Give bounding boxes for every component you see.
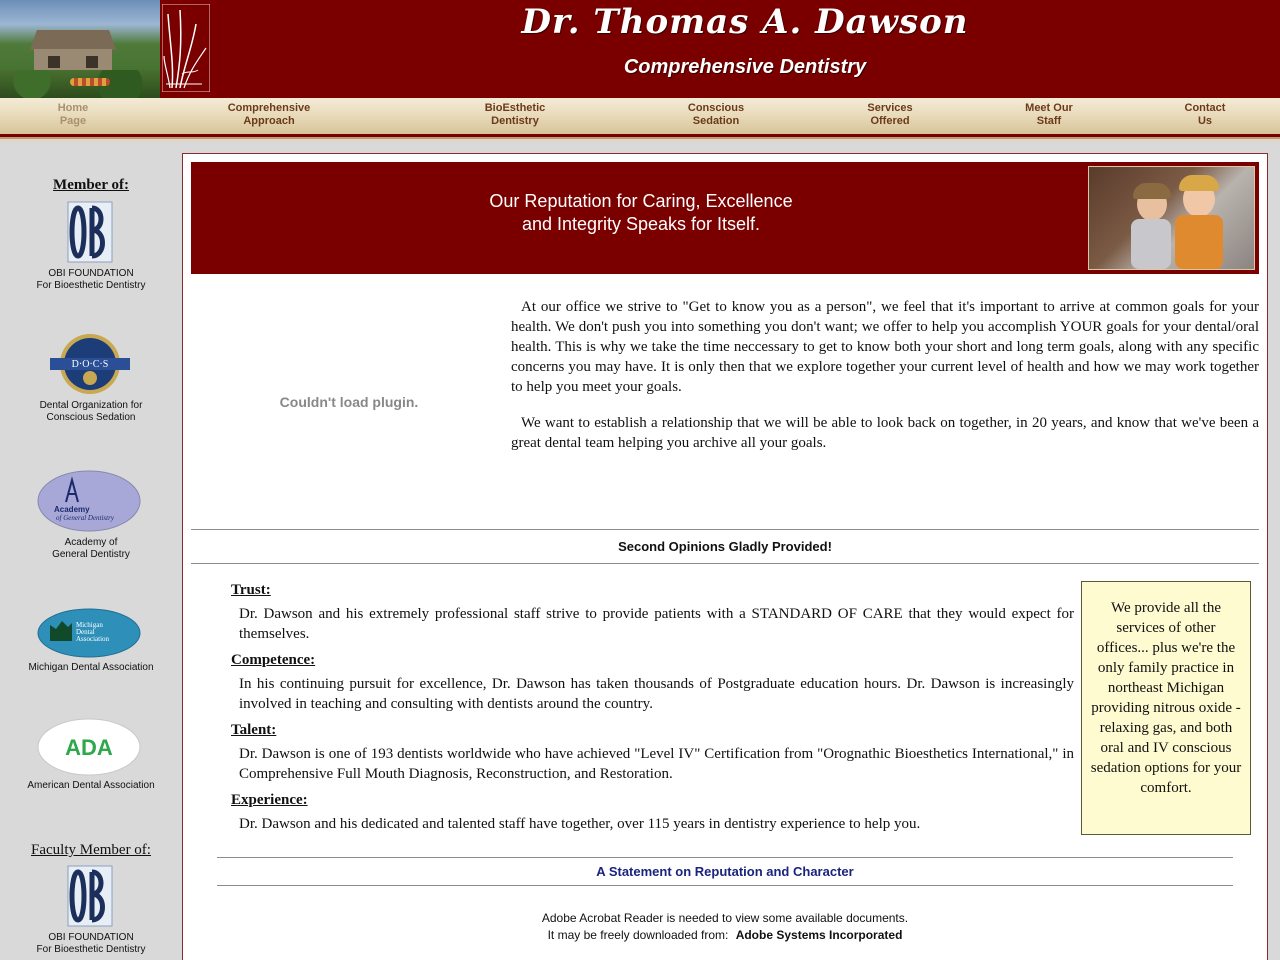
nav-label-line1: Services (867, 102, 913, 114)
obi-caption-1: OBI FOUNDATION (48, 268, 134, 279)
mda-logo-line3: Association (76, 635, 110, 643)
value-desc-talent: Dr. Dawson is one of 193 dentists worldwide who have achieved "Level IV" Certification from "Orognathic Bioesthetics International," in Comprehensive Full Mouth Diagnosis, Reconstruction, and Restoration. (239, 746, 1074, 782)
value-desc-experience: Dr. Dawson and his dedicated and talented staff have together, over 115 years in dentistry experience to help you. (239, 816, 921, 832)
ada-logo-text: ADA (65, 735, 113, 760)
docs-logo-text: D·O·C·S (71, 359, 109, 370)
mda-caption: Michigan Dental Association (28, 662, 154, 673)
faculty-member-heading: Faculty Member of: (31, 842, 151, 858)
banner-line2: and Integrity Speaks for Itself. (521, 214, 761, 234)
agd-caption-2: General Dentistry (52, 549, 130, 560)
nav-conscious-sedation[interactable] (651, 102, 781, 128)
sidebar (0, 142, 182, 960)
nav-bioesthetic-dentistry[interactable] (450, 102, 580, 128)
acrobat-download-prefix: It may be freely downloaded from: (547, 928, 729, 942)
acrobat-download-line (217, 928, 1233, 942)
office-building-photo (0, 0, 160, 98)
divider (191, 563, 1259, 564)
nav-label-line2: Approach (243, 115, 295, 127)
nav-label-line1: Comprehensive (227, 102, 311, 114)
nav-label-line2: Page (59, 115, 87, 127)
value-desc-trust: Dr. Dawson and his extremely professional staff strive to provide patients with a STANDARD OF CARE that they would expect for themselves. (239, 606, 1074, 642)
nav-comprehensive-approach[interactable] (204, 102, 334, 128)
ada-logo[interactable] (36, 717, 142, 777)
nav-label-line2: Us (1197, 115, 1213, 127)
agd-caption-1: Academy of (64, 537, 118, 548)
value-term-talent: Talent: (231, 722, 277, 738)
value-term-competence: Competence: (231, 652, 316, 668)
value-term-experience: Experience: (231, 792, 308, 808)
docs-caption-2: Conscious Sedation (46, 412, 136, 423)
divider (217, 885, 1233, 886)
mda-logo-line1: Michigan (76, 621, 103, 629)
value-term-trust: Trust: (231, 582, 271, 598)
mda-logo[interactable] (36, 607, 142, 659)
nav-label-line1: Contact (1184, 102, 1226, 114)
nav-divider (0, 134, 1280, 142)
banner-line1: Our Reputation for Caring, Excellence (489, 191, 793, 211)
divider (217, 857, 1233, 858)
nav-contact-us[interactable] (1140, 102, 1270, 128)
nav-label-line1: Home (57, 102, 89, 114)
obi2-caption-2: For Bioesthetic Dentistry (36, 944, 146, 955)
value-desc-competence: In his continuing pursuit for excellence, Dr. Dawson has taken thousands of Postgraduate education hours. Dr. Dawson is increasingly involved in teaching and consulting with dentists around the country. (239, 676, 1074, 712)
plugin-placeholder: Couldn't load plugin. (191, 282, 507, 522)
banner-text (381, 190, 901, 236)
divider (191, 529, 1259, 530)
site-subtitle: Comprehensive Dentistry (623, 56, 867, 78)
docs-caption-1: Dental Organization for (39, 400, 143, 411)
nav-meet-our-staff[interactable] (984, 102, 1114, 128)
agd-logo-line2: of General Dentistry (56, 514, 114, 522)
intro-paragraph-1: At our office we strive to "Get to know you as a person", we feel that it's important to arrive at common goals for your health. We don't push you into something you don't want; we offer to help you accomplish YOUR goals for your dental/oral health. This is why we take the time neccessary to get to know both your short and long term goals, along with any specific concerns you may have. It is only then that we explore together your current level of health and how we may work together to help you meet your goals. (511, 299, 1259, 395)
mda-logo-line2: Dental (76, 628, 95, 636)
obi-foundation-faculty-logo[interactable] (64, 864, 116, 928)
second-opinions-heading: Second Opinions Gladly Provided! (618, 539, 832, 554)
nav-label-line1: Meet Our (1025, 102, 1073, 114)
nav-services-offered[interactable] (825, 102, 955, 128)
main-content (182, 153, 1268, 960)
reeds-logo-icon (162, 4, 210, 92)
children-dental-chair-photo (1088, 166, 1255, 270)
nav-label-line2: Dentistry (491, 115, 539, 127)
ada-caption: American Dental Association (27, 780, 155, 791)
docs-seal-logo[interactable] (50, 332, 130, 396)
main-navigation (0, 98, 1280, 134)
nav-home-page[interactable] (8, 102, 138, 128)
member-of-heading: Member of: (53, 177, 129, 193)
agd-logo-line1: Academy (54, 505, 90, 514)
obi-caption-2: For Bioesthetic Dentistry (36, 280, 146, 291)
acrobat-notice: Adobe Acrobat Reader is needed to view some available documents. (541, 911, 909, 925)
nav-label-line1: Conscious (687, 102, 745, 114)
adobe-systems-link[interactable]: Adobe Systems Incorporated (735, 928, 903, 942)
site-header (0, 0, 1280, 98)
nav-label-line2: Sedation (692, 115, 740, 127)
intro-paragraph-2: We want to establish a relationship that we will be able to look back on together, in 20 years, and know that we've been a great dental team helping you archive all your goals. (511, 415, 1259, 451)
statement-reputation-link[interactable]: A Statement on Reputation and Character (596, 864, 854, 879)
site-title: Dr. Thomas A. Dawson (521, 2, 969, 42)
services-callout: We provide all the services of other offices... plus we're the only family practice in northeast Michigan providing nitrous oxide - relaxing gas, and both oral and IV conscious sedation options for your comfort. (1081, 581, 1251, 835)
obi-foundation-logo[interactable] (64, 200, 116, 264)
nav-label-line1: BioEsthetic (484, 102, 546, 114)
nav-label-line2: Offered (870, 115, 910, 127)
agd-logo[interactable] (36, 470, 142, 534)
reputation-banner (191, 162, 1259, 274)
nav-label-line2: Staff (1036, 115, 1062, 127)
obi2-caption-1: OBI FOUNDATION (48, 932, 134, 943)
